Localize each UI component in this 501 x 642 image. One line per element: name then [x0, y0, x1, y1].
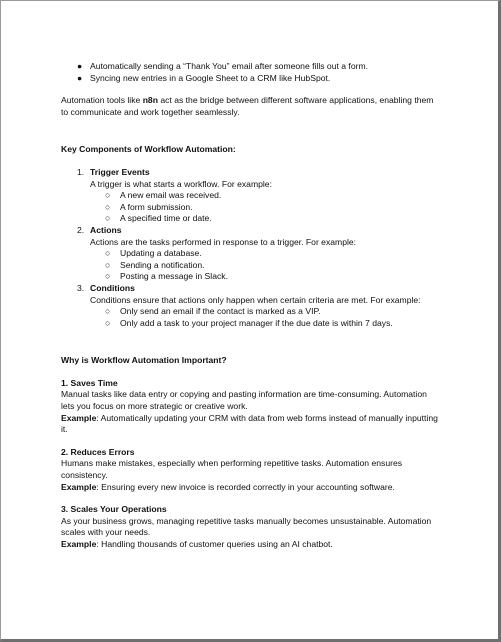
reason-body: Humans make mistakes, especially when performing repetitive tasks. Automation ensures consistency.: [61, 458, 403, 481]
intro-text-before: Automation tools like: [61, 95, 143, 106]
reason-example: [61, 413, 441, 436]
component-sub-list: [90, 190, 441, 225]
component-title: Actions: [90, 224, 122, 235]
components-heading: Key Components of Workflow Automation:: [61, 144, 236, 155]
reason-example: [61, 482, 441, 494]
sub-item-text: Only add a task to your project manager if the due date is within 7 days.: [120, 317, 393, 328]
circle-bullet-icon: ○: [105, 306, 111, 317]
component-description: Actions are the tasks performed in response to a trigger. For example:: [90, 236, 357, 247]
sub-item-text: Only send an email if the contact is marked as a VIP.: [120, 306, 321, 317]
component-number: 3.: [77, 282, 85, 293]
document-content: [61, 61, 441, 551]
why-heading: Why is Workflow Automation Important?: [61, 355, 227, 366]
sub-item-text: A new email was received.: [120, 190, 222, 201]
list-item: [61, 73, 441, 85]
circle-bullet-icon: ○: [105, 201, 111, 212]
reason-title: 2. Reduces Errors: [61, 446, 135, 457]
list-item: [90, 260, 441, 272]
bullet-text: Syncing new entries in a Google Sheet to a CRM like HubSpot.: [90, 72, 331, 83]
reason-block: [61, 504, 441, 550]
component-sub-list: [90, 306, 441, 329]
component-number: 1.: [77, 166, 85, 177]
component-item: [61, 167, 441, 225]
list-item: [90, 248, 441, 260]
list-item: [61, 61, 441, 73]
list-item: [90, 213, 441, 225]
component-number: 2.: [77, 224, 85, 235]
component-item: [61, 225, 441, 283]
component-title: Trigger Events: [90, 166, 150, 177]
component-sub-list: [90, 248, 441, 283]
component-title: Conditions: [90, 282, 135, 293]
bullet-icon: ●: [77, 72, 83, 83]
circle-bullet-icon: ○: [105, 248, 111, 259]
list-item: [90, 190, 441, 202]
example-label: Example: [61, 412, 97, 423]
reason-block: [61, 378, 441, 436]
example-label: Example: [61, 481, 97, 492]
sub-item-text: Posting a message in Slack.: [120, 271, 228, 282]
example-text: : Handling thousands of customer queries using an AI chatbot.: [96, 539, 333, 549]
bullet-icon: ●: [77, 61, 83, 71]
example-label: Example: [61, 539, 97, 549]
components-list: [61, 167, 441, 329]
sub-item-text: A specified time or date.: [120, 213, 212, 224]
reason-title: 3. Scales Your Operations: [61, 504, 167, 515]
list-item: [90, 271, 441, 283]
sub-item-text: Sending a notification.: [120, 259, 205, 270]
reason-title: 1. Saves Time: [61, 377, 118, 388]
intro-tool-name: n8n: [142, 95, 158, 106]
component-description: Conditions ensure that actions only happen when certain criteria are met. For example:: [90, 294, 421, 305]
sub-item-text: A form submission.: [120, 201, 193, 212]
circle-bullet-icon: ○: [105, 213, 111, 224]
list-item: [90, 306, 441, 318]
example-text: : Automatically updating your CRM with data from web forms instead of manually inputting it.: [61, 412, 438, 435]
reason-body: As your business grows, managing repetitive tasks manually becomes unsustainable. Automation scales with your needs.: [61, 515, 432, 538]
reason-block: [61, 447, 441, 493]
reason-example: [61, 539, 441, 551]
bullet-text: Automatically sending a “Thank You” email after someone fills out a form.: [90, 61, 369, 71]
sub-item-text: Updating a database.: [120, 248, 202, 259]
component-item: [61, 283, 441, 329]
reason-body: Manual tasks like data entry or copying and pasting information are time-consuming. Automation lets you focus on more strategic or creative work.: [61, 389, 427, 412]
circle-bullet-icon: ○: [105, 259, 111, 270]
circle-bullet-icon: ○: [105, 271, 111, 282]
circle-bullet-icon: ○: [105, 317, 111, 328]
circle-bullet-icon: ○: [105, 190, 111, 201]
component-description: A trigger is what starts a workflow. For example:: [90, 178, 272, 189]
example-text: : Ensuring every new invoice is recorded correctly in your accounting software.: [96, 481, 395, 492]
list-item: [90, 318, 441, 330]
intro-bullet-list: [61, 61, 441, 84]
list-item: [90, 202, 441, 214]
intro-text-after: act as the bridge between different software applications, enabling them to communicate and work together seamlessly.: [61, 95, 434, 117]
intro-paragraph: [61, 95, 441, 118]
